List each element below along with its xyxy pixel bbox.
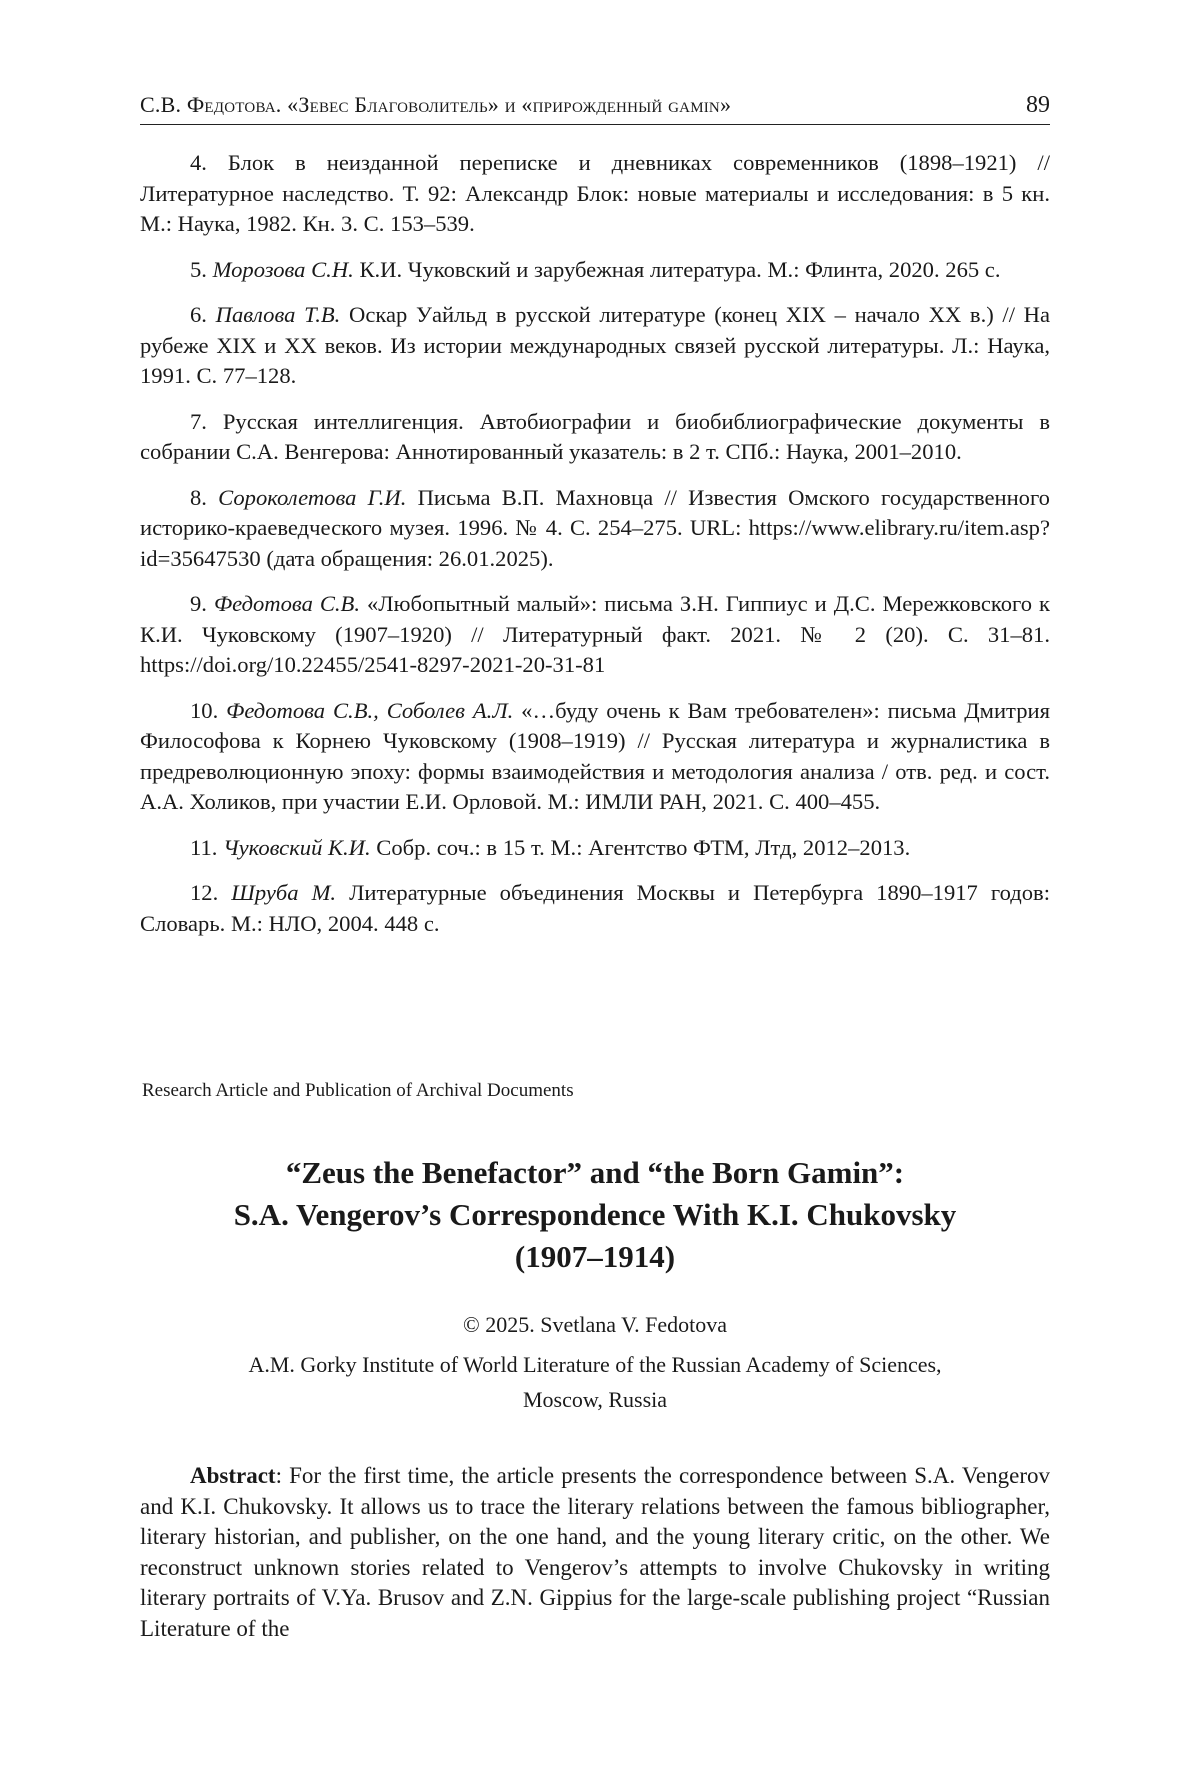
reference-item [140,833,1050,864]
reference-item [140,300,1050,392]
reference-item [140,255,1050,286]
reference-text: Собр. соч.: в 15 т. М.: Агентство ФТМ, Лтд, 2012–2013. [376,834,911,860]
reference-author: Федотова С.В., Соболев А.Л. [226,697,514,723]
affiliation [140,1347,1050,1417]
reference-number: 10. [190,697,219,723]
reference-number: 4. [190,150,207,175]
reference-number: 7. [190,408,207,434]
reference-item [140,483,1050,575]
reference-author: Чуковский К.И. [223,834,371,860]
reference-author: Морозова С.Н. [212,256,354,282]
reference-item [140,878,1050,939]
article-title-line: “Zeus the Benefactor” and “the Born Gamin”: [285,1155,905,1190]
article-title-line: (1907–1914) [514,1239,676,1274]
reference-item [140,148,1050,240]
reference-item [140,407,1050,468]
reference-number: 12. [190,880,219,905]
reference-text: Русская интеллигенция. Автобиографии и биобиблиографические документы в собрании С.А. Венгерова: Аннотированный указатель: в 2 т. СПб.: Наука, 2001–2010. [140,408,1050,464]
section-label: Research Article and Publication of Archival Documents [142,1080,574,1101]
page-number: 89 [1026,92,1050,118]
affiliation-line: Moscow, Russia [522,1387,668,1412]
abstract-text: : For the first time, the article presents the correspondence between S.A. Vengerov and K.I. Chukovsky. It allows us to trace the literary relations between the famous bibliographer, literary historian, and publisher, on the one hand, and the young literary critic, on the other. We reconstruct unknown stories related to Vengerov’s attempts to involve Chukovsky in writing literary portraits of V.Ya. Brusov and Z.N. Gippius for the large-scale publishing project “Russian Literature of the [140,1463,1050,1641]
reference-text: «…буду очень к Вам требователен»: письма Дмитрия Философова к Корнею Чуковскому (1908–1919) // Русская литература и журналистика в предреволюционную эпоху: формы взаимодействия и методология анализа / отв. ред. и сост. А.А. Холиков, при участии Е.И. Орловой. М.: ИМЛИ РАН, 2021. С. 400–455. [140,697,1050,814]
reference-number: 11. [190,834,218,860]
reference-number: 8. [190,484,207,510]
reference-item [140,696,1050,818]
reference-item [140,589,1050,681]
reference-text: Письма В.П. Махновца // Известия Омского государственного историко-краеведческого музея. 1996. № 4. С. 254–275. URL: https://www.elibrary.ru/item.asp?id=35647530 (дата обращения: 26.01.2025). [140,484,1050,571]
abstract [140,1461,1050,1644]
reference-number: 9. [190,591,207,616]
reference-list [140,148,1050,954]
reference-author: Павлова Т.В. [215,302,341,327]
article-author: © 2025. Svetlana V. Fedotova [463,1312,727,1337]
article-title [140,1152,1050,1278]
reference-text: Оскар Уайльд в русской литературе (конец XIX – начало XX в.) // На рубеже XIX и XX веков. Из истории международных связей русской литературы. Л.: Наука, 1991. С. 77–128. [140,302,1050,388]
reference-text: Литературные объединения Москвы и Петербурга 1890–1917 годов: Словарь. М.: НЛО, 2004. 448 с. [140,880,1050,936]
running-head-title [140,92,731,118]
reference-text: «Любопытный малый»: письма З.Н. Гиппиус и Д.С. Мережковского к К.И. Чуковскому (1907–1920) // Литературный факт. 2021. № 2 (20). С. 31–81. https://doi.org/10.22455/2541-8297-2021-20-31-81 [140,591,1051,677]
reference-number: 6. [190,302,207,327]
running-head-author: С.В. Федотова. [140,92,282,117]
running-head-article: «Зевес Благоволитель» и «прирожденный gamin» [287,92,732,117]
abstract-label: Abstract [190,1463,276,1488]
reference-number: 5. [190,256,207,282]
reference-text: К.И. Чуковский и зарубежная литература. М.: Флинта, 2020. 265 с. [359,256,1001,282]
reference-author: Сороколетова Г.И. [218,484,407,510]
running-head [140,88,1050,125]
reference-author: Федотова С.В. [213,591,361,616]
reference-author: Шруба М. [231,880,337,905]
reference-text: Блок в неизданной переписке и дневниках современников (1898–1921) // Литературное наследство. Т. 92: Александр Блок: новые материалы и исследования: в 5 кн. М.: Наука, 1982. Кн. 3. С. 153–539. [140,150,1050,236]
affiliation-line: A.M. Gorky Institute of World Literature of the Russian Academy of Sciences, [248,1352,942,1377]
article-title-line: S.A. Vengerov’s Correspondence With K.I. Chukovsky [233,1197,957,1232]
